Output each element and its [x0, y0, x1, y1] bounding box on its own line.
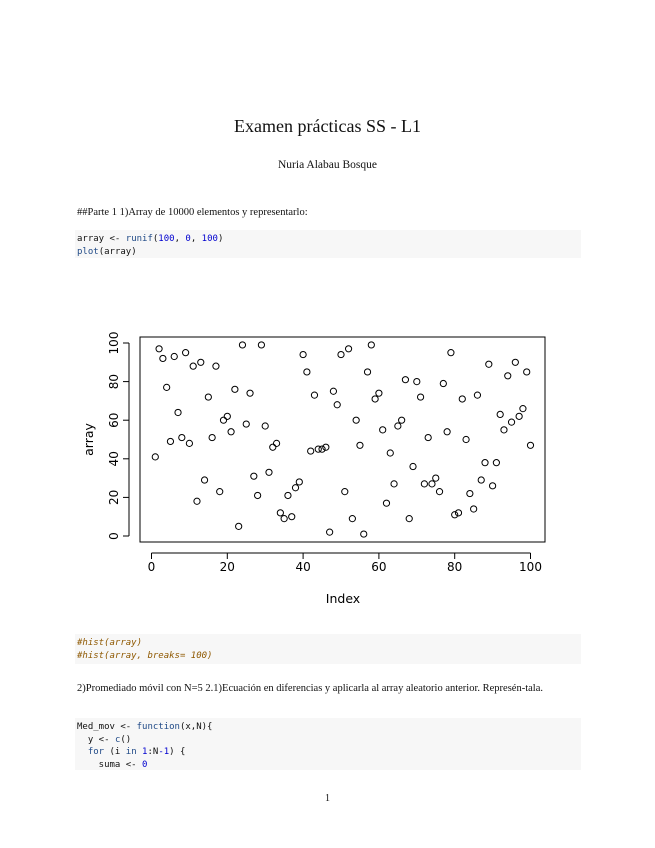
data-point: [372, 396, 378, 402]
data-point: [391, 481, 397, 487]
data-point: [160, 355, 166, 361]
x-tick-label: 20: [219, 560, 235, 574]
code-token: array <-: [77, 234, 126, 244]
data-point: [448, 350, 454, 356]
data-point: [380, 427, 386, 433]
data-point: [490, 483, 496, 489]
document-title: Examen prácticas SS - L1: [234, 116, 421, 136]
plot-frame: [140, 337, 545, 542]
data-point: [270, 444, 276, 450]
y-tick-label: 0: [107, 532, 121, 540]
code-number: 0: [185, 234, 191, 244]
y-tick-label: 60: [107, 412, 121, 428]
data-point: [323, 444, 329, 450]
data-point: [357, 442, 363, 448]
data-point: [179, 434, 185, 440]
data-point: [505, 373, 511, 379]
data-point: [205, 394, 211, 400]
data-point: [364, 369, 370, 375]
data-point: [167, 438, 173, 444]
data-point: [183, 350, 189, 356]
data-point: [399, 417, 405, 423]
code-keyword: for: [77, 747, 105, 757]
code-token: (array): [98, 246, 137, 257]
data-point: [273, 440, 279, 446]
code-function: plot: [77, 246, 99, 257]
data-point: [171, 353, 177, 359]
data-point: [452, 512, 458, 518]
data-point: [296, 479, 302, 485]
data-point: [383, 500, 389, 506]
data-point: [232, 386, 238, 392]
data-point: [164, 384, 170, 390]
code-token: (): [120, 734, 132, 745]
data-point: [281, 516, 287, 522]
code-token: y <-: [77, 734, 115, 745]
data-point: [429, 481, 435, 487]
data-point: [395, 423, 401, 429]
data-point: [228, 429, 234, 435]
data-point: [410, 463, 416, 469]
data-point: [440, 380, 446, 386]
document-author: Nuria Alabau Bosque: [277, 159, 377, 171]
data-point: [152, 454, 158, 460]
code-block-3: [75, 718, 581, 770]
data-point: [319, 446, 325, 452]
data-point: [266, 469, 272, 475]
data-point: [224, 413, 230, 419]
data-point: [194, 498, 200, 504]
data-point: [251, 473, 257, 479]
code-number: 1: [142, 747, 148, 757]
data-point: [277, 510, 283, 516]
data-point: [304, 369, 310, 375]
data-point: [311, 392, 317, 398]
code-token: ) {: [169, 747, 186, 757]
data-point: [524, 369, 530, 375]
data-point: [455, 510, 461, 516]
data-point: [213, 363, 219, 369]
data-point: [334, 402, 340, 408]
data-point: [463, 436, 469, 442]
data-point: [190, 363, 196, 369]
x-tick-label: 100: [519, 560, 542, 574]
data-point: [478, 477, 484, 483]
code-number: -1: [158, 747, 170, 757]
page-number: 1: [325, 793, 330, 804]
data-point: [444, 429, 450, 435]
y-axis-title: array: [81, 423, 96, 456]
code-token: Med_mov <-: [77, 722, 137, 732]
data-point: [262, 423, 268, 429]
data-point: [467, 490, 473, 496]
data-point: [217, 489, 223, 495]
x-tick-label: 80: [447, 560, 463, 574]
code-token: suma <-: [77, 759, 143, 770]
section-heading-part2: 2)Promediado móvil con N=5 2.1)Ecuación en diferencias y aplicarla al array aleatorio anterior. Represén-tala.: [77, 683, 543, 694]
data-point: [497, 411, 503, 417]
data-point: [292, 485, 298, 491]
code-function: c: [114, 734, 121, 745]
data-point: [402, 377, 408, 383]
data-point: [209, 434, 215, 440]
data-point: [417, 394, 423, 400]
data-point: [156, 346, 162, 352]
data-point: [527, 442, 533, 448]
code-number: 100: [201, 234, 218, 244]
x-tick-label: 60: [371, 560, 387, 574]
code-function: runif: [125, 234, 153, 244]
data-point: [508, 419, 514, 425]
code-token: ): [217, 234, 224, 244]
data-point: [368, 342, 374, 348]
data-point: [239, 342, 245, 348]
data-point: [421, 481, 427, 487]
code-keyword: function: [136, 722, 180, 732]
data-point: [247, 390, 253, 396]
data-point: [198, 359, 204, 365]
data-point: [338, 351, 344, 357]
code-block-2: [75, 634, 581, 664]
data-point: [220, 417, 226, 423]
data-point: [349, 516, 355, 522]
data-point: [387, 450, 393, 456]
code-comment: #hist(array, breaks= 100): [77, 650, 213, 661]
x-axis-title: Index: [325, 591, 361, 606]
data-point: [243, 421, 249, 427]
data-point: [471, 506, 477, 512]
data-point: [376, 390, 382, 396]
data-point: [175, 409, 181, 415]
data-point: [201, 477, 207, 483]
data-point: [414, 379, 420, 385]
data-point: [482, 460, 488, 466]
data-point: [236, 523, 242, 529]
data-point: [300, 351, 306, 357]
y-tick-label: 40: [107, 451, 121, 467]
code-number: 100: [158, 234, 175, 244]
code-token: (: [152, 234, 159, 244]
data-point: [433, 475, 439, 481]
data-point: [285, 492, 291, 498]
data-point: [186, 440, 192, 446]
code-token: ,: [190, 234, 202, 244]
data-point: [258, 342, 264, 348]
section-heading-part1: ##Parte 1 1)Array de 10000 elementos y representarlo:: [77, 207, 308, 218]
data-point: [486, 361, 492, 367]
data-point: [255, 492, 261, 498]
y-tick-label: 20: [107, 489, 121, 506]
data-point: [516, 413, 522, 419]
data-point: [436, 489, 442, 495]
y-tick-label: 80: [107, 373, 121, 390]
code-comment: #hist(array): [77, 638, 143, 648]
code-number: 0: [142, 759, 148, 770]
data-point: [501, 427, 507, 433]
code-block-1: [75, 230, 581, 258]
y-tick-label: 100: [107, 331, 121, 355]
data-point: [308, 448, 314, 454]
data-point: [425, 434, 431, 440]
data-point: [406, 516, 412, 522]
data-point: [474, 392, 480, 398]
code-token: (i: [104, 747, 126, 757]
data-point: [327, 529, 333, 535]
data-point: [459, 396, 465, 402]
data-point: [520, 406, 526, 412]
x-tick-label: 0: [147, 560, 156, 574]
code-token: (x,N){: [179, 722, 213, 732]
code-token: :N: [147, 747, 159, 757]
data-point: [330, 388, 336, 394]
data-point: [353, 417, 359, 423]
data-point: [512, 359, 518, 365]
data-point: [342, 489, 348, 495]
data-point: [361, 531, 367, 537]
data-point: [289, 514, 295, 520]
data-point: [345, 346, 351, 352]
data-point: [493, 460, 499, 466]
scatter-plot: [0, 300, 655, 640]
code-keyword: in: [125, 747, 137, 757]
x-tick-label: 40: [295, 560, 311, 574]
code-token: ,: [174, 234, 186, 244]
